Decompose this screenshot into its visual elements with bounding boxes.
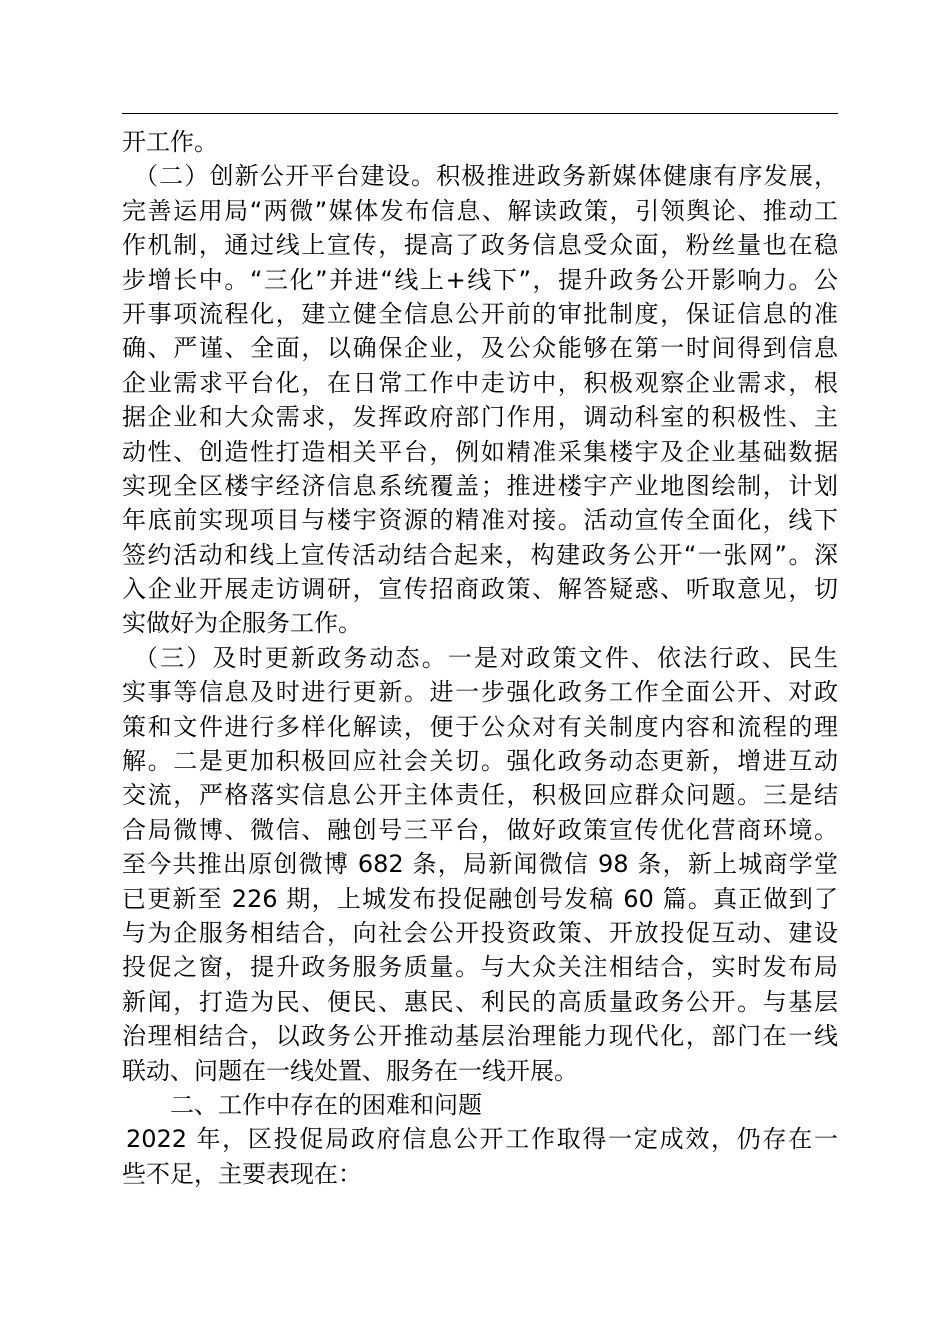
text-line: （二）创新公开平台建设。积极推进政务新媒体健康有序发展， xyxy=(134,162,838,191)
text-line: 联动、问题在一线处置、服务在一线开展。 xyxy=(122,1056,578,1085)
document-body xyxy=(122,125,838,1191)
text-line: 实做好为企服务工作。 xyxy=(122,609,362,638)
text-line: （三）及时更新政务动态。一是对政策文件、依法行政、民生 xyxy=(134,643,838,672)
text-line: 至今共推出原创微博 682 条，局新闻微信 98 条，新上城商学堂 xyxy=(122,850,838,879)
text-line: 治理相结合，以政务公开推动基层治理能力现代化，部门在一线 xyxy=(122,1022,838,1051)
text-line: 企业需求平台化，在日常工作中走访中，积极观察企业需求，根 xyxy=(122,368,838,397)
text-line: 签约活动和线上宣传活动结合起来，构建政务公开“一张网”。深 xyxy=(122,540,838,569)
text-line: 确、严谨、全面，以确保企业，及公众能够在第一时间得到信息 xyxy=(122,334,838,363)
text-line: 动性、创造性打造相关平台，例如精准采集楼宇及企业基础数据 xyxy=(122,437,838,466)
text-line: 新闻，打造为民、便民、惠民、利民的高质量政务公开。与基层 xyxy=(122,987,838,1016)
text-line: 已更新至 226 期，上城发布投促融创号发稿 60 篇。真正做到了 xyxy=(122,884,838,913)
text-line: 合局微博、微信、融创号三平台，做好政策宣传优化营商环境。 xyxy=(122,815,838,844)
header-rule xyxy=(122,113,838,114)
text-line: 完善运用局“两微”媒体发布信息、解读政策，引领舆论、推动工 xyxy=(122,196,838,225)
text-line: 投促之窗，提升政务服务质量。与大众关注相结合，实时发布局 xyxy=(122,953,838,982)
text-line: 解。二是更加积极回应社会关切。强化政务动态更新，增进互动 xyxy=(122,747,838,776)
text-line: 开工作。 xyxy=(122,128,218,156)
text-line: 据企业和大众需求，发挥政府部门作用，调动科室的积极性、主 xyxy=(122,403,838,432)
text-line: 与为企服务相结合，向社会公开投资政策、开放投促互动、建设 xyxy=(122,918,838,947)
text-line: 策和文件进行多样化解读，便于公众对有关制度内容和流程的理 xyxy=(122,712,838,741)
section-heading: 二、工作中存在的困难和问题 xyxy=(170,1090,482,1119)
text-line: 入企业开展走访调研，宣传招商政策、解答疑惑、听取意见，切 xyxy=(122,575,838,604)
text-line: 步增长中。“三化”并进“线上+线下”，提升政务公开影响力。公 xyxy=(122,265,838,294)
text-line: 2022 年，区投促局政府信息公开工作取得一定成效，仍存在一 xyxy=(126,1125,838,1154)
text-line: 交流，严格落实信息公开主体责任，积极回应群众问题。三是结 xyxy=(122,781,838,810)
text-line: 实事等信息及时进行更新。进一步强化政务工作全面公开、对政 xyxy=(122,678,838,707)
text-line: 作机制，通过线上宣传，提高了政务信息受众面，粉丝量也在稳 xyxy=(122,231,838,260)
text-line: 年底前实现项目与楼宇资源的精准对接。活动宣传全面化，线下 xyxy=(122,506,838,535)
text-line: 实现全区楼宇经济信息系统覆盖；推进楼宇产业地图绘制，计划 xyxy=(122,471,838,500)
text-line: 开事项流程化，建立健全信息公开前的审批制度，保证信息的准 xyxy=(122,299,838,328)
text-line: 些不足，主要表现在： xyxy=(122,1159,362,1188)
